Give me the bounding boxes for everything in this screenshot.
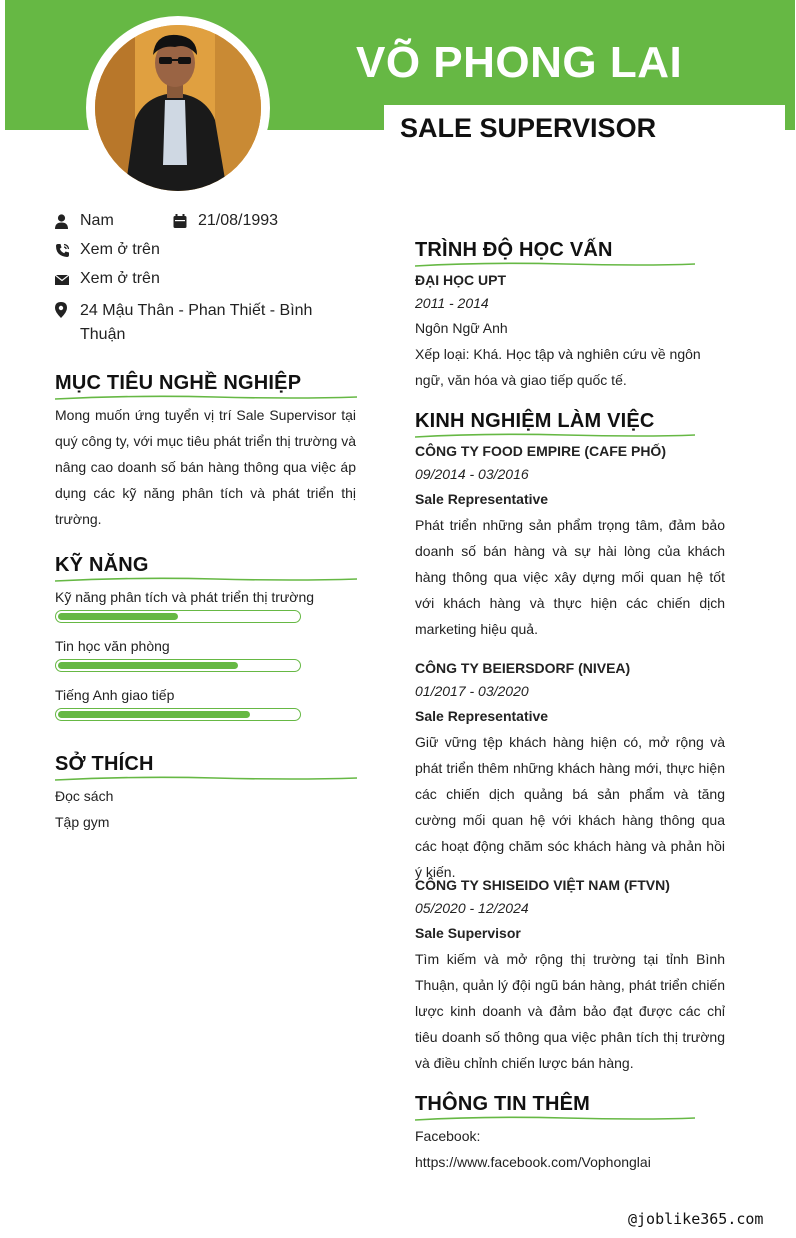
address-row [55, 299, 325, 347]
skill-bar [55, 708, 301, 721]
job-company: CÔNG TY SHISEIDO VIỆT NAM (FTVN) [415, 877, 670, 893]
job-role: Sale Representative [415, 491, 549, 507]
education-major: Ngôn Ngữ Anh [415, 320, 508, 336]
job-role: Sale Supervisor [415, 925, 521, 941]
education-school: ĐẠI HỌC UPT [415, 272, 506, 288]
email-row [55, 270, 160, 288]
avatar [95, 25, 261, 191]
objective-title: MỤC TIÊU NGHỀ NGHIỆP [55, 372, 302, 394]
skill-bar-fill [58, 613, 178, 620]
extra-title: THÔNG TIN THÊM [415, 1093, 591, 1115]
job-description: Tìm kiếm và mở rộng thị trường tại tỉnh Bình Thuận, quản lý đội ngũ bán hàng, phát triển chiến lược kinh doanh và đảm bảo đạt được các chỉ tiêu doanh số thông qua việc phân tích thị trường và điều chỉnh chiến lược bán hàng. [415, 951, 725, 1071]
hobby-item: Tập gym [55, 814, 110, 830]
objective-underline [55, 394, 357, 400]
job-period: 05/2020 - 12/2024 [415, 900, 529, 916]
skill-bar [55, 659, 301, 672]
envelope-icon [55, 272, 69, 288]
skill-label: Tin học văn phòng [55, 638, 170, 654]
position-title: SALE SUPERVISOR [400, 113, 657, 143]
experience-title: KINH NGHIỆM LÀM VIỆC [415, 410, 655, 432]
skill-label: Kỹ năng phân tích và phát triển thị trường [55, 589, 315, 605]
skill-bar-fill [58, 711, 250, 718]
extra-underline [415, 1115, 695, 1121]
experience-underline [415, 432, 695, 438]
skill-bar-fill [58, 662, 238, 669]
email-value: Xem ở trên [80, 270, 160, 287]
user-icon [55, 214, 69, 230]
calendar-icon [173, 214, 187, 230]
job-company: CÔNG TY BEIERSDORF (NIVEA) [415, 660, 631, 676]
gender-row [55, 212, 114, 230]
job-role: Sale Representative [415, 708, 549, 724]
job-company: CÔNG TY FOOD EMPIRE (CAFE PHỐ) [415, 443, 666, 459]
skill-label: Tiếng Anh giao tiếp [55, 687, 175, 703]
birthday-value: 21/08/1993 [198, 212, 279, 229]
facebook-link[interactable]: https://www.facebook.com/Vophonglai [415, 1154, 651, 1170]
skills-underline [55, 576, 357, 582]
education-underline [415, 261, 695, 267]
skill-bar [55, 610, 301, 623]
phone-icon [55, 243, 69, 259]
phone-row [55, 241, 160, 259]
skills-title: KỸ NĂNG [55, 554, 149, 576]
job-period: 09/2014 - 03/2016 [415, 466, 529, 482]
job-description: Phát triển những sản phẩm trọng tâm, đảm bảo doanh số bán hàng và sự hài lòng của khách hàng thông qua việc xây dựng mối quan hệ tốt với khách hàng và thực hiện các chiến dịch marketing hiệu quả. [415, 517, 725, 637]
hobbies-underline [55, 775, 357, 781]
watermark: @joblike365.com [628, 1210, 764, 1228]
hobby-item: Đọc sách [55, 788, 114, 804]
gender-value: Nam [80, 212, 114, 229]
address-value: 24 Mậu Thân - Phan Thiết - Bình Thuận [80, 302, 313, 343]
job-description: Giữ vững tệp khách hàng hiện có, mở rộng và phát triển thêm những khách hàng mới, thực hiện các chiến dịch quảng bá sản phẩm và tăng cường mối quan hệ với khách hàng thông qua các hoạt động chăm sóc khách hàng và phản hồi ý kiến. [415, 734, 725, 880]
education-title: TRÌNH ĐỘ HỌC VẤN [415, 239, 613, 261]
facebook-label: Facebook: [415, 1128, 481, 1144]
location-pin-icon [55, 302, 69, 318]
candidate-name: VÕ PHONG LAI [356, 38, 683, 87]
job-period: 01/2017 - 03/2020 [415, 683, 529, 699]
objective-text: Mong muốn ứng tuyển vị trí Sale Supervisor tại quý công ty, với mục tiêu phát triển thị trường và nâng cao doanh số bán hàng thông qua việc áp dụng các kỹ năng phân tích và phát triển thị trường. [55, 407, 356, 527]
education-note: Xếp loại: Khá. Học tập và nghiên cứu về ngôn ngữ, văn hóa và giao tiếp quốc tế. [415, 346, 701, 388]
phone-value: Xem ở trên [80, 241, 160, 258]
hobbies-title: SỞ THÍCH [55, 753, 154, 775]
education-period: 2011 - 2014 [415, 295, 489, 311]
birthday-row [173, 212, 278, 230]
